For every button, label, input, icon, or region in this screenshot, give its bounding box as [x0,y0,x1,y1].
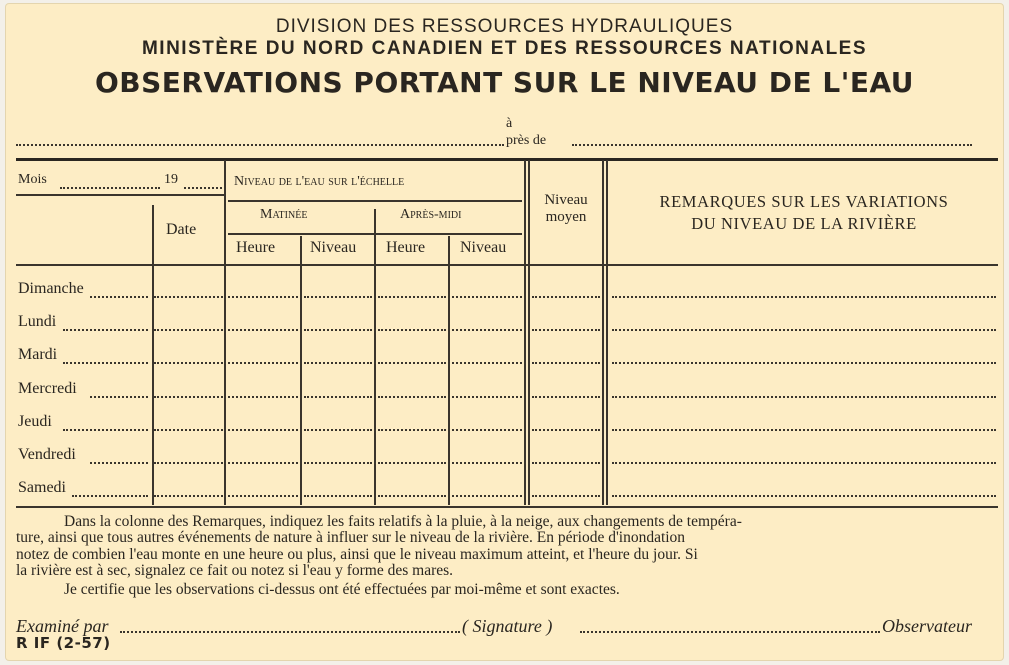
day-leader [63,329,148,331]
afternoon-level-header: Niveau [460,239,507,256]
examined-by-field[interactable] [120,631,460,633]
morning-hour-header: Heure [236,239,276,256]
table-cell-field[interactable] [228,329,298,331]
remarks-header-2: DU NIVEAU DE LA RIVIÈRE [691,214,917,233]
near-label: près de [506,133,547,148]
signature-field[interactable] [580,631,880,633]
table-cell-field[interactable] [532,329,600,331]
table-cell-field[interactable] [452,462,522,464]
year-prefix: 19 [164,172,178,187]
table-cell-field[interactable] [228,495,298,497]
examined-by-label: Examiné par [16,616,109,636]
table-cell-field[interactable] [154,495,226,497]
day-label: Dimanche [18,280,84,297]
remarks-header-1: REMARQUES SUR LES VARIATIONS [659,192,949,211]
table-cell-field[interactable] [154,329,226,331]
table-cell-field[interactable] [154,362,226,364]
table-cell-field[interactable] [378,396,446,398]
division-heading: DIVISION DES RESSOURCES HYDRAULIQUES [275,16,734,37]
table-cell-field[interactable] [452,362,522,364]
scale-header: Niveau de l'eau sur l'échelle [234,174,405,189]
day-leader [90,462,148,464]
instructions-line-2: ture, ainsi que tous autres événements de nature à influer sur le niveau de la rivière. En période d'inondation [16,529,686,546]
table-cell-field[interactable] [154,296,226,298]
table-cell-field[interactable] [304,495,372,497]
form-code: R IF (2-57) [16,634,111,652]
table-cell-field[interactable] [612,329,996,331]
instructions-line-1: Dans la colonne des Remarques, indiquez les faits relatifs à la pluie, à la neige, aux changements de tempéra- [64,513,742,530]
table-cell-field[interactable] [612,495,996,497]
table-cell-field[interactable] [532,495,600,497]
table-top-rule [16,158,998,161]
table-cell-field[interactable] [532,296,600,298]
instructions-line-3: notez de combien l'eau monte en une heure ou plus, ainsi que le niveau maximum atteint, et l'heure du jour. Si [16,546,698,563]
table-cell-field[interactable] [452,296,522,298]
ministry-heading: MINISTÈRE DU NORD CANADIEN ET DES RESSOURCES NATIONALES [141,38,868,59]
table-cell-field[interactable] [378,296,446,298]
signature-label: ( Signature ) [462,616,553,636]
month-field[interactable] [60,187,160,189]
morning-header: Matinée [260,207,308,222]
table-cell-field[interactable] [452,329,522,331]
day-label: Vendredi [18,446,76,463]
table-cell-field[interactable] [154,462,226,464]
table-cell-field[interactable] [228,296,298,298]
table-cell-field[interactable] [378,429,446,431]
table-cell-field[interactable] [532,462,600,464]
afternoon-header: Après-midi [400,207,462,222]
month-label: Mois [18,172,47,187]
table-cell-field[interactable] [532,396,600,398]
near-field[interactable] [572,144,972,146]
date-header: Date [166,221,197,238]
day-label: Jeudi [18,413,52,430]
table-cell-field[interactable] [304,396,372,398]
day-leader [63,362,148,364]
year-field[interactable] [184,187,222,189]
table-cell-field[interactable] [612,362,996,364]
table-cell-field[interactable] [304,429,372,431]
morning-level-header: Niveau [310,239,357,256]
certification-text: Je certifie que les observations ci-dessus ont été effectuées par moi-même et sont exactes. [64,581,620,598]
table-cell-field[interactable] [532,362,600,364]
table-cell-field[interactable] [154,429,226,431]
form-card [6,4,1003,660]
location-field[interactable] [16,144,504,146]
average-header-2: moyen [545,209,587,225]
table-cell-field[interactable] [612,429,996,431]
average-header-1: Niveau [544,192,588,208]
table-cell-field[interactable] [452,495,522,497]
table-cell-field[interactable] [228,462,298,464]
table-cell-field[interactable] [612,396,996,398]
observer-label: Observateur [882,616,972,636]
table-cell-field[interactable] [378,495,446,497]
at-label: à [506,116,513,131]
day-leader [72,495,148,497]
table-cell-field[interactable] [532,429,600,431]
instructions-line-4: la rivière est à sec, signalez ce fait ou notez si l'eau y forme des mares. [16,562,454,579]
table-cell-field[interactable] [154,396,226,398]
table-cell-field[interactable] [612,462,996,464]
table-cell-field[interactable] [304,329,372,331]
table-cell-field[interactable] [228,362,298,364]
day-leader [90,296,148,298]
table-cell-field[interactable] [378,462,446,464]
day-leader [63,429,148,431]
day-label: Lundi [18,313,57,330]
day-label: Mardi [18,346,58,363]
table-cell-field[interactable] [452,429,522,431]
day-label: Samedi [18,479,66,496]
afternoon-hour-header: Heure [386,239,426,256]
day-label: Mercredi [18,380,77,397]
table-cell-field[interactable] [452,396,522,398]
table-cell-field[interactable] [612,296,996,298]
table-cell-field[interactable] [228,396,298,398]
table-cell-field[interactable] [304,296,372,298]
table-cell-field[interactable] [304,462,372,464]
day-leader [90,396,148,398]
table-cell-field[interactable] [378,329,446,331]
table-cell-field[interactable] [304,362,372,364]
table-cell-field[interactable] [228,429,298,431]
table-cell-field[interactable] [378,362,446,364]
form-title: OBSERVATIONS PORTANT SUR LE NIVEAU DE L'EAU [94,66,914,99]
